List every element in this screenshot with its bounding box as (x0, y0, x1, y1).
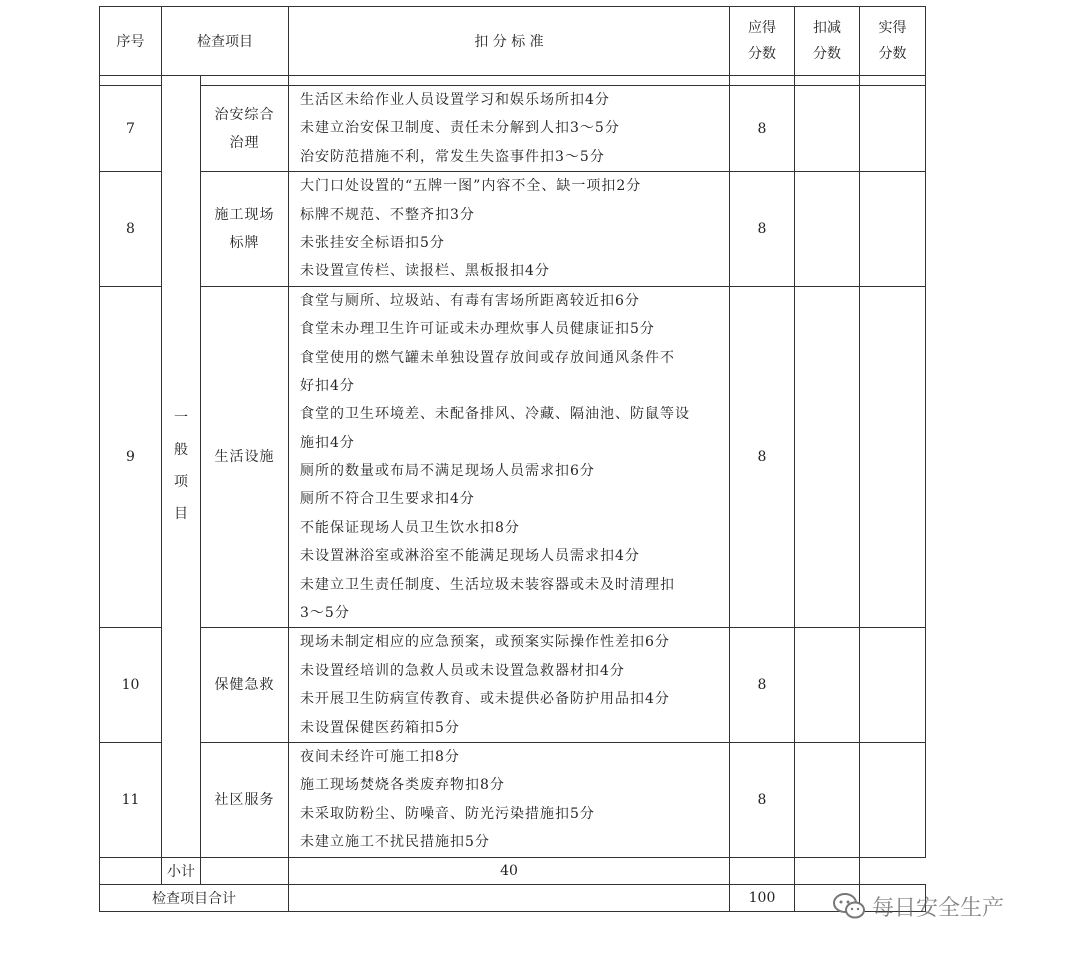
criteria-line: 未张挂安全标语扣5分 (300, 234, 445, 251)
category-char: 般 (174, 442, 188, 459)
header-due: 应得 分数 (730, 7, 795, 76)
row-item-line: 治理 (229, 134, 260, 151)
criteria-line: 食堂使用的燃气罐未单独设置存放间或存放间通风条件不 (300, 349, 675, 366)
criteria-line: 夜间未经许可施工扣8分 (300, 748, 460, 765)
row-item (201, 742, 289, 857)
row-criteria (289, 628, 730, 743)
row-criteria (289, 742, 730, 857)
row-item-line: 保健急救 (214, 677, 275, 694)
row-number: 7 (100, 86, 162, 172)
criteria-line: 施扣4分 (300, 434, 355, 451)
row-item (201, 286, 289, 628)
row-actual-score (860, 742, 926, 857)
header-criteria: 扣 分 标 准 (289, 7, 730, 76)
table-row (100, 172, 926, 287)
wechat-icon (832, 892, 866, 920)
header-item: 检查项目 (162, 7, 289, 76)
row-deducted-score (795, 172, 860, 287)
row-actual-score (860, 286, 926, 628)
row-item-line: 生活设施 (214, 449, 275, 466)
row-actual-score (860, 86, 926, 172)
table-row (100, 628, 926, 743)
row-due-score: 8 (730, 286, 795, 628)
row-deducted-score (795, 286, 860, 628)
row-item (201, 86, 289, 172)
criteria-line: 未采取防粉尘、防噪音、防光污染措施扣5分 (300, 805, 595, 822)
criteria-line: 好扣4分 (300, 377, 355, 394)
row-criteria (289, 86, 730, 172)
spacer-row (100, 76, 926, 86)
criteria-line: 未建立施工不扰民措施扣5分 (300, 834, 490, 851)
header-row (100, 7, 926, 76)
table-row (100, 86, 926, 172)
criteria-line: 3～5分 (300, 605, 350, 622)
row-actual-score (860, 628, 926, 743)
row-due-score: 8 (730, 628, 795, 743)
criteria-line: 未设置淋浴室或淋浴室不能满足现场人员需求扣4分 (300, 548, 640, 565)
row-number: 10 (100, 628, 162, 743)
row-deducted-score (795, 742, 860, 857)
criteria-line: 食堂的卫生环境差、未配备排风、冷藏、隔油池、防鼠等设 (300, 406, 690, 423)
criteria-line: 未设置宣传栏、读报栏、黑板报扣4分 (300, 263, 550, 280)
row-item (201, 628, 289, 743)
criteria-line: 大门口处设置的“五牌一图”内容不全、缺一项扣2分 (300, 178, 642, 195)
row-item-line: 施工现场 (214, 206, 275, 223)
header-actual: 实得 分数 (860, 7, 926, 76)
row-item-line: 社区服务 (214, 791, 275, 808)
category-char: 项 (174, 474, 188, 491)
criteria-line: 生活区未给作业人员设置学习和娱乐场所扣4分 (300, 92, 610, 108)
criteria-line: 食堂与厕所、垃圾站、有毒有害场所距离较近扣6分 (300, 292, 640, 309)
row-item-line: 标牌 (229, 234, 260, 251)
header-seq: 序号 (100, 7, 162, 76)
criteria-line: 厕所的数量或布局不满足现场人员需求扣6分 (300, 463, 595, 480)
header-deducted: 扣减 分数 (795, 7, 860, 76)
table-row (100, 286, 926, 628)
row-due-score: 8 (730, 172, 795, 287)
subtotal-label: 小计 (162, 857, 201, 884)
total-row (100, 884, 926, 911)
row-deducted-score (795, 628, 860, 743)
criteria-line: 施工现场焚烧各类废弃物扣8分 (300, 777, 505, 794)
row-number: 9 (100, 286, 162, 628)
row-item (201, 172, 289, 287)
watermark-text: 每日安全生产 (872, 895, 1005, 921)
criteria-line: 食堂未办理卫生许可证或未办理炊事人员健康证扣5分 (300, 321, 655, 338)
table-row (100, 742, 926, 857)
criteria-line: 治安防范措施不利，常发生失盗事件扣3～5分 (300, 148, 605, 165)
criteria-line: 现场未制定相应的应急预案，或预案实际操作性差扣6分 (300, 634, 670, 651)
row-due-score: 8 (730, 86, 795, 172)
criteria-line: 未设置保健医药箱扣5分 (300, 719, 460, 736)
criteria-line: 不能保证现场人员卫生饮水扣8分 (300, 519, 520, 536)
criteria-line: 未建立治安保卫制度、责任未分解到人扣3～5分 (300, 120, 620, 137)
total-label: 检查项目合计 (100, 884, 289, 911)
row-number: 11 (100, 742, 162, 857)
subtotal-row (100, 857, 926, 884)
watermark (832, 890, 1004, 922)
category-char: 一 (174, 410, 188, 427)
subtotal-score: 40 (289, 857, 730, 884)
category-char: 目 (174, 506, 188, 523)
category-cell (162, 76, 201, 858)
row-number: 8 (100, 172, 162, 287)
criteria-line: 厕所不符合卫生要求扣4分 (300, 491, 475, 508)
row-item-line: 治安综合 (214, 106, 275, 123)
row-actual-score (860, 172, 926, 287)
row-criteria (289, 286, 730, 628)
criteria-line: 未建立卫生责任制度、生活垃圾未装容器或未及时清理扣 (300, 576, 675, 593)
total-score: 100 (730, 884, 795, 911)
row-deducted-score (795, 86, 860, 172)
criteria-line: 未设置经培训的急救人员或未设置急救器材扣4分 (300, 662, 625, 679)
row-criteria (289, 172, 730, 287)
criteria-line: 未开展卫生防病宣传教育、或未提供必备防护用品扣4分 (300, 691, 670, 708)
criteria-line: 标牌不规范、不整齐扣3分 (300, 206, 475, 223)
row-due-score: 8 (730, 742, 795, 857)
inspection-table (99, 6, 926, 912)
